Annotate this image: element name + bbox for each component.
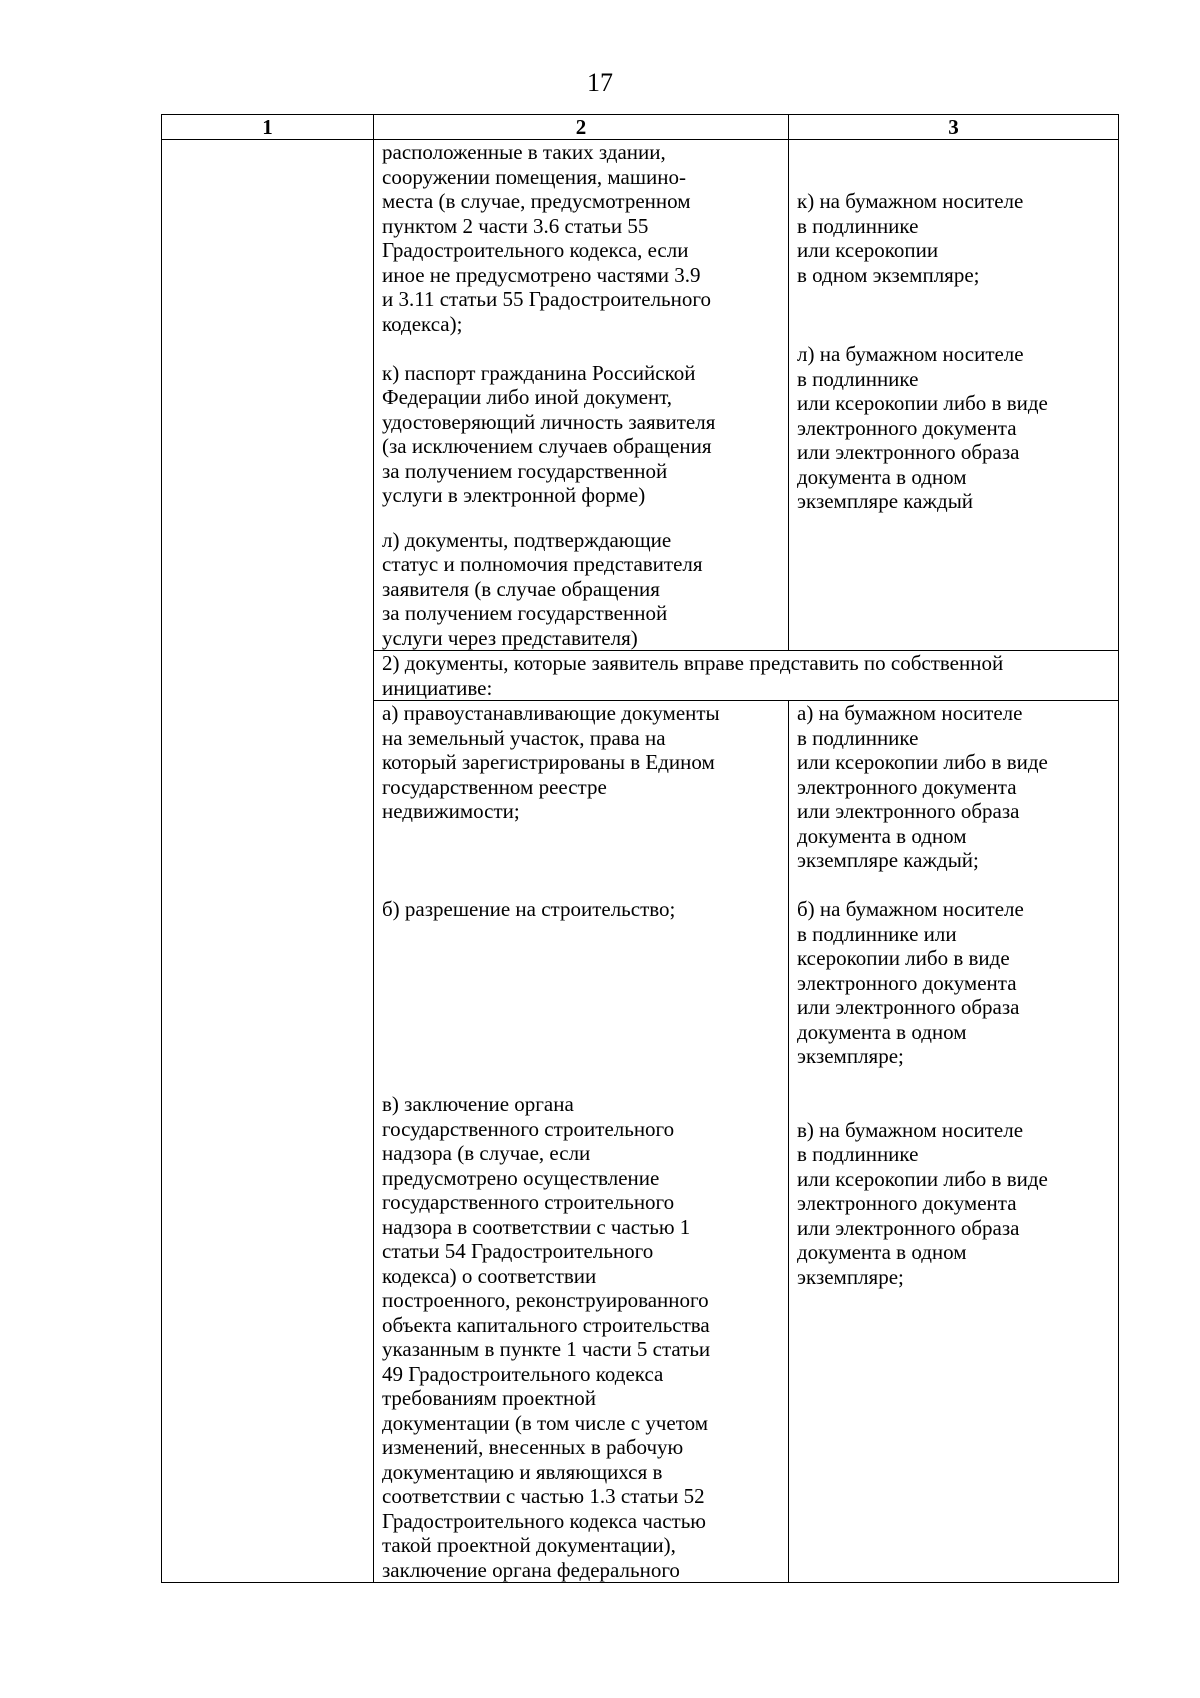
format-k-text: к) на бумажном носителе в подлиннике или ксерокопии в одном экземпляре; (797, 189, 1024, 287)
column-header-2: 2 (374, 115, 789, 140)
table-header-row (162, 115, 1119, 140)
column-3-cell (789, 140, 1119, 651)
column-2-cell (374, 140, 789, 651)
column-header-1: 1 (162, 115, 374, 140)
page-number: 17 (587, 68, 613, 97)
section-2-heading: 2) документы, которые заявитель вправе представить по собственной инициативе: (382, 651, 1004, 700)
column-header-3: 3 (789, 115, 1119, 140)
item-k-text: к) паспорт гражданина Российской Федерации либо иной документ, удостоверяющий личность заявителя (за исключением случаев обращения за получением государственной услуги в электронной форме) (382, 360, 716, 507)
format-l-text: л) на бумажном носителе в подлиннике или ксерокопии либо в виде электронного документа или электронного образа документа в одном экземпляре каждый (797, 342, 1048, 513)
item-l-text: л) документы, подтверждающие статус и полномочия представителя заявителя (в случае обращения за получением государственной услуги через представителя) (382, 527, 703, 650)
item-j-continuation-text: расположенные в таких здании, сооружении помещения, машино- места (в случае, предусмотренном пунктом 2 части 3.6 статьи 55 Градостроительного кодекса, если иное не предусмотрено частями 3.9 и 3.11 статьи 55 Градостроительного кодекса); (382, 140, 711, 336)
item-a-text: а) правоустанавливающие документы на земельный участок, права на который зарегистрированы в Едином государственном реестре недвижимости; (382, 701, 720, 823)
format-a-text: а) на бумажном носителе в подлиннике или ксерокопии либо в виде электронного документа или электронного образа документа в одном экземпляре каждый; (797, 701, 1048, 872)
item-v-text: в) заключение органа государственного строительного надзора (в случае, если предусмотрено осуществление государственного строительного надзора в соответствии с частью 1 статьи 54 Градостроительного кодекса) о соответствии построенного, реконструированного объекта капитального строительства указанным в пункте 1 части 5 статьи 49 Градостроительного кодекса требованиям проектной документации (в том числе с учетом изменений, внесенных в рабочую документацию и являющихся в соответствии с частью 1.3 статьи 52 Градостроительного кодекса частью такой проектной документации), заключение органа федерального (382, 1092, 711, 1582)
documents-table (161, 114, 1119, 1583)
column-2-cell (374, 701, 789, 1583)
format-b-text: б) на бумажном носителе в подлиннике или ксерокопии либо в виде электронного документа или электронного образа документа в одном экземпляре; (797, 897, 1024, 1068)
column-1-cell (162, 140, 374, 1583)
section-2-heading-cell (374, 651, 1119, 701)
column-3-cell (789, 701, 1119, 1583)
table-row (162, 140, 1119, 651)
format-v-text: в) на бумажном носителе в подлиннике или ксерокопии либо в виде электронного документа или электронного образа документа в одном экземпляре; (797, 1117, 1048, 1289)
item-b-text: б) разрешение на строительство; (382, 896, 676, 921)
